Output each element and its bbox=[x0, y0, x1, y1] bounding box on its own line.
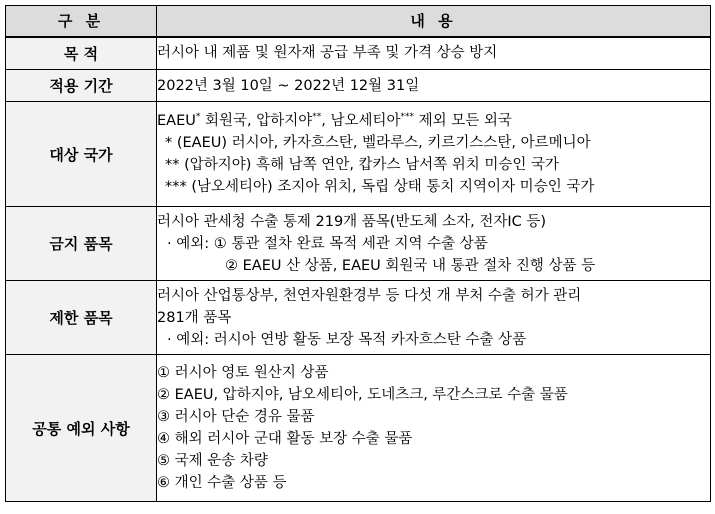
header-category: 구 분 bbox=[6, 6, 157, 37]
banned-line: 러시아 관세청 수출 통제 219개 품목(반도체 소자, 전자IC 등) bbox=[157, 213, 547, 230]
restricted-line: · 예외: 러시아 연방 활동 보장 목적 카자흐스탄 수출 상품 bbox=[167, 331, 527, 348]
content-purpose bbox=[157, 37, 711, 70]
exception-item: ④ 해외 러시아 군대 활동 보장 수출 물품 bbox=[157, 431, 413, 447]
banned-line: · 예외: ① 통관 절차 완료 목적 세관 지역 수출 상품 bbox=[167, 235, 488, 252]
countries-main-text bbox=[157, 110, 710, 132]
content-exceptions bbox=[157, 355, 711, 502]
label-banned: 금지 품목 bbox=[6, 207, 157, 281]
exception-item: ③ 러시아 단순 경유 물품 bbox=[157, 409, 315, 425]
content-period bbox=[157, 70, 711, 102]
row-exceptions bbox=[6, 355, 711, 502]
countries-note: ** (압하지야) 흑해 남쪽 연안, 캅카스 남서쪽 위치 미승인 국가 bbox=[165, 157, 560, 173]
row-countries bbox=[6, 102, 711, 207]
header-content: 내 용 bbox=[157, 6, 711, 37]
restricted-line: 281개 품목 bbox=[157, 309, 232, 326]
restricted-line: 러시아 산업통상부, 천연자원환경부 등 다섯 개 부처 수출 허가 관리 bbox=[157, 287, 582, 304]
footnote-marker: ** bbox=[312, 112, 322, 123]
exception-item: ① 러시아 영토 원산지 상품 bbox=[157, 365, 329, 381]
row-purpose bbox=[6, 37, 711, 70]
exception-item: ② EAEU, 압하지야, 남오세티아, 도네츠크, 루간스크로 수출 물품 bbox=[157, 387, 568, 403]
banned-line: ② EAEU 산 상품, EAEU 회원국 내 통관 절차 진행 상품 등 bbox=[225, 257, 596, 274]
countries-text-part: , 남오세티아 bbox=[321, 113, 401, 129]
row-restricted bbox=[6, 281, 711, 355]
label-restricted: 제한 품목 bbox=[6, 281, 157, 355]
exception-item: ⑥ 개인 수출 상품 등 bbox=[157, 475, 287, 491]
countries-text-part: 회원국, 압하지야 bbox=[200, 113, 313, 129]
row-period bbox=[6, 70, 711, 102]
footnote-marker: *** bbox=[400, 112, 415, 123]
countries-text-part: 제외 모든 외국 bbox=[414, 113, 512, 129]
row-banned bbox=[6, 207, 711, 281]
exception-item: ⑤ 국제 운송 차량 bbox=[157, 453, 268, 469]
table-header-row bbox=[6, 6, 711, 37]
period-text: 2022년 3월 10일 ~ 2022년 12월 31일 bbox=[157, 77, 420, 94]
content-banned bbox=[157, 207, 711, 281]
label-purpose: 목 적 bbox=[6, 37, 157, 70]
export-restriction-table bbox=[5, 5, 711, 502]
footnote-marker: * bbox=[195, 112, 201, 123]
content-restricted bbox=[157, 281, 711, 355]
purpose-text: 러시아 내 제품 및 원자재 공급 부족 및 가격 상승 방지 bbox=[157, 45, 498, 62]
label-countries: 대상 국가 bbox=[6, 102, 157, 207]
countries-note: *** (남오세티아) 조지아 위치, 독립 상태 통치 지역이자 미승인 국가 bbox=[165, 179, 595, 195]
label-period: 적용 기간 bbox=[6, 70, 157, 102]
countries-note: * (EAEU) 러시아, 카자흐스탄, 벨라루스, 키르기스스탄, 아르메니아 bbox=[165, 135, 591, 151]
countries-text-part: EAEU bbox=[157, 113, 196, 129]
content-countries bbox=[157, 102, 711, 207]
label-exceptions: 공통 예외 사항 bbox=[6, 355, 157, 502]
